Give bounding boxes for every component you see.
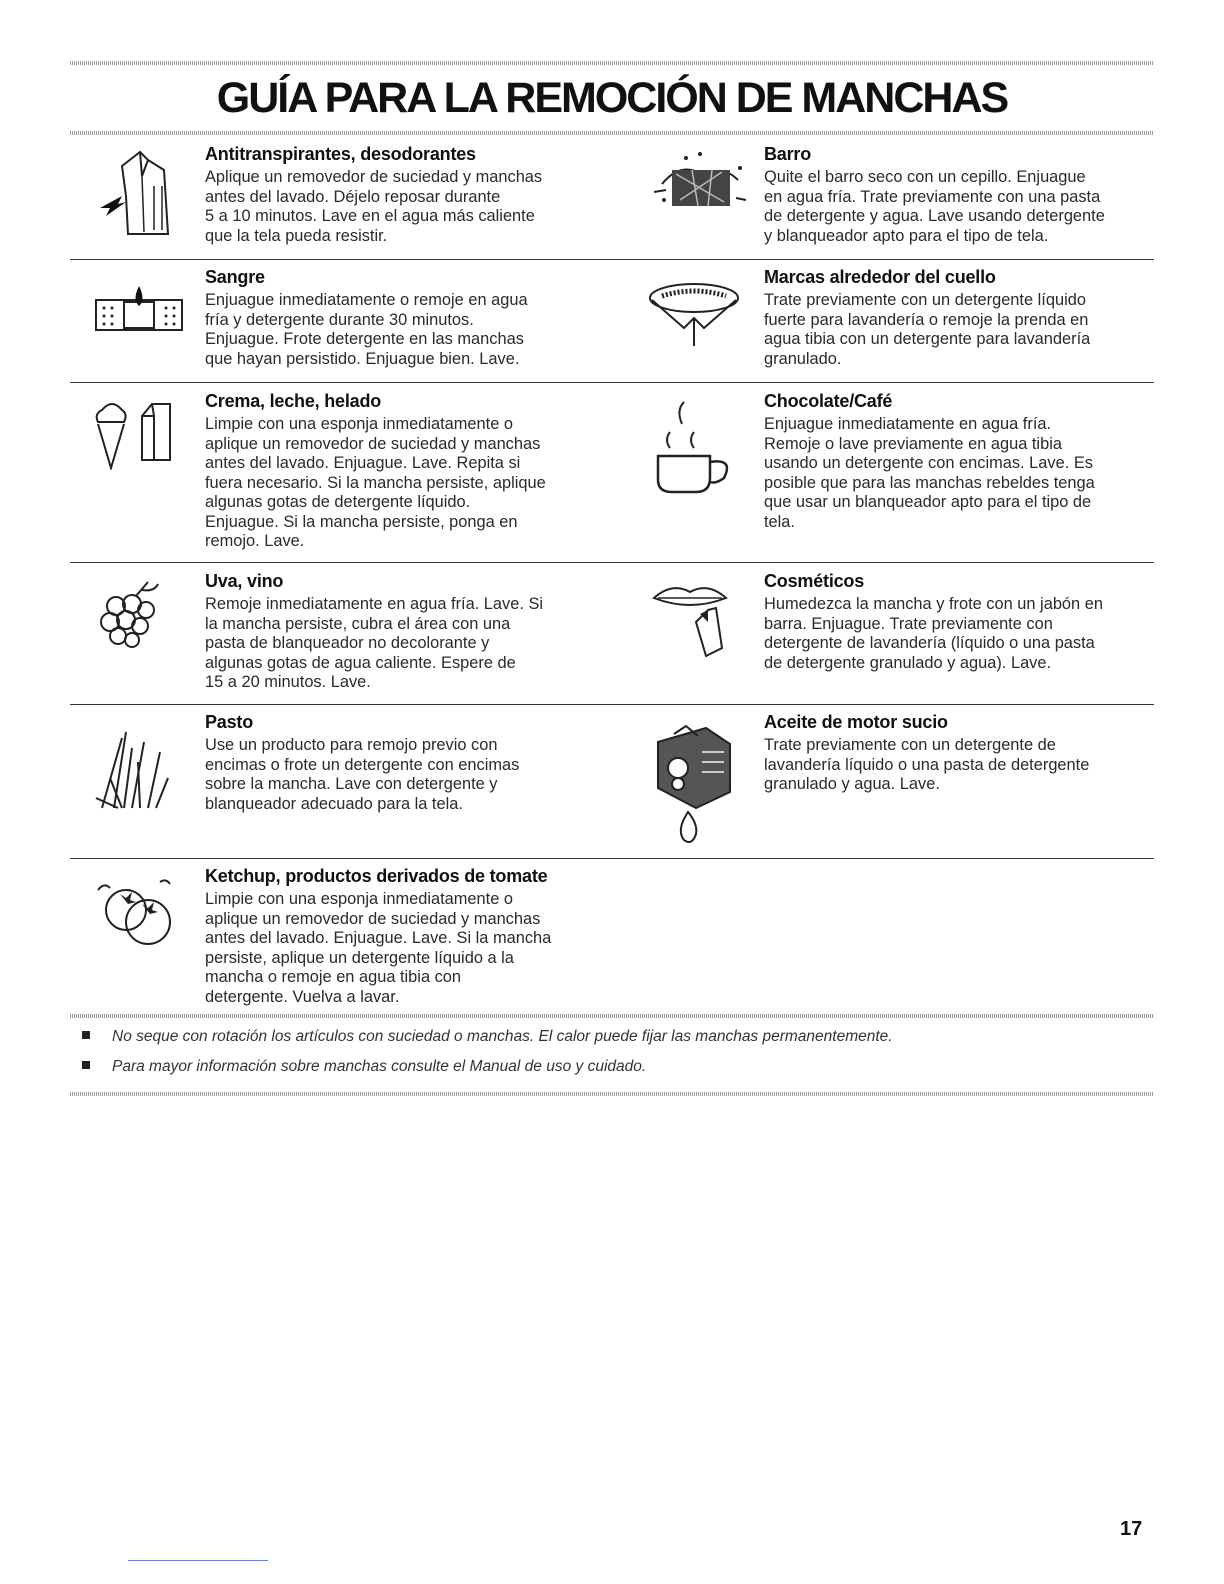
stain-pasto [205,712,605,814]
stain-title: Marcas alrededor del cuello [764,267,996,287]
stain-chocolate [764,391,1154,532]
page-number: 17 [1120,1518,1143,1540]
row-divider [70,562,1154,563]
stain-text: Enjuague inmediatamente en agua fría. Remoje o lave previamente en agua tibia usando un detergente con encimas. Lave. Es posible que para las manchas rebeldes tenga que usar un blanqueador apto para el tipo de tela. [764,415,1095,531]
stain-text: Quite el barro seco con un cepillo. Enjuague en agua fría. Trate previamente con una pasta de detergente y agua. Lave usando detergente y blanqueador apto para el tipo de tela. [764,168,1105,245]
note-item [82,1028,893,1046]
stain-title: Chocolate/Café [764,391,893,411]
stain-uva [205,571,605,693]
stain-text: Aplique un removedor de suciedad y manchas antes del lavado. Déjelo reposar durante 5 a 10 minutos. Lave en el agua más caliente que la tela pueda resistir. [205,168,543,245]
collar-icon [644,278,744,348]
stain-title: Uva, vino [205,571,284,591]
row-divider [70,858,1154,859]
stain-text: Trate previamente con un detergente líquido fuerte para lavandería o remoje la prenda en agua tibia con un detergente para lavandería granulado. [764,291,1091,368]
stain-title: Ketchup, productos derivados de tomate [205,866,548,886]
stain-cosmeticos [764,571,1154,673]
bottom-divider [70,1092,1154,1096]
ice-cream-milk-icon [90,396,180,470]
stain-text: Remoje inmediatamente en agua fría. Lave. Si la mancha persiste, cubra el área con una pasta de blanqueador no decolorante y algunas gotas de agua caliente. Espere de 15 a 20 minutos. Lave. [205,595,544,691]
top-divider [70,61,1154,65]
stain-title: Sangre [205,267,265,287]
note-item [82,1058,646,1076]
stain-antitranspirantes [205,144,605,246]
grass-icon [92,728,172,812]
title-divider [70,131,1154,135]
note-text: Para mayor información sobre manchas consulte el Manual de uso y cuidado. [112,1058,647,1075]
coffee-cup-icon [650,400,742,496]
note-text: No seque con rotación los artículos con suciedad o manchas. El calor puede fijar las manchas permanentemente. [112,1028,893,1045]
stain-title: Aceite de motor sucio [764,712,948,732]
notes-divider [70,1014,1154,1018]
stain-ketchup [205,866,625,1007]
bandage-icon [94,286,184,336]
stain-text: Use un producto para remojo previo con encimas o frote un detergente con encimas sobre la mancha. Lave con detergente y blanqueador adecuado para la tela. [205,736,520,813]
stain-text: Enjuague inmediatamente o remoje en agua fría y detergente durante 30 minutos. Enjuague. Frote detergente en las manchas que hayan persistido. Enjuague bien. Lave. [205,291,528,368]
stain-text: Limpie con una esponja inmediatamente o aplique un removedor de suciedad y manchas antes del lavado. Enjuague. Lave. Si la mancha persiste, aplique un detergente líquido a la mancha o remoje en agua tibia con detergente. Vuelva a lavar. [205,890,552,1006]
lips-lipstick-icon [650,578,732,662]
stain-text: Trate previamente con un detergente de lavandería líquido o una pasta de detergente granulado y agua. Lave. [764,736,1090,793]
tomatoes-icon [96,876,180,948]
stain-crema [205,391,605,552]
stain-text: Humedezca la mancha y frote con un jabón en barra. Enjuague. Trate previamente con detergente de lavandería (líquido o una pasta de detergente granulado y agua). Lave. [764,595,1103,672]
stain-text: Limpie con una esponja inmediatamente o aplique un removedor de suciedad y manchas antes del lavado. Enjuague. Lave. Repita si fuera necesario. Si la mancha persiste, aplique algunas gotas de detergente líquido. Enjuague. Si la mancha persiste, ponga en remojo. Lave. [205,415,546,550]
bullet-icon [82,1061,90,1069]
stain-title: Barro [764,144,812,164]
stain-barro [764,144,1154,246]
page-title: GUÍA PARA LA REMOCIÓN DE MANCHAS [216,74,1008,122]
row-divider [70,704,1154,705]
stain-title: Antitranspirantes, desodorantes [205,144,476,164]
row-divider [70,259,1154,260]
grapes-icon [96,578,166,654]
stain-aceite [764,712,1154,795]
row-divider [70,382,1154,383]
stain-sangre [205,267,605,369]
stain-cuello [764,267,1154,369]
bullet-icon [82,1031,90,1039]
motor-oil-icon [646,722,742,848]
stain-title: Cosméticos [764,571,865,591]
stain-title: Pasto [205,712,254,732]
mud-splash-icon [652,150,748,214]
stain-title: Crema, leche, helado [205,391,382,411]
shirt-spray-icon [92,146,176,242]
footer-line [128,1560,268,1561]
